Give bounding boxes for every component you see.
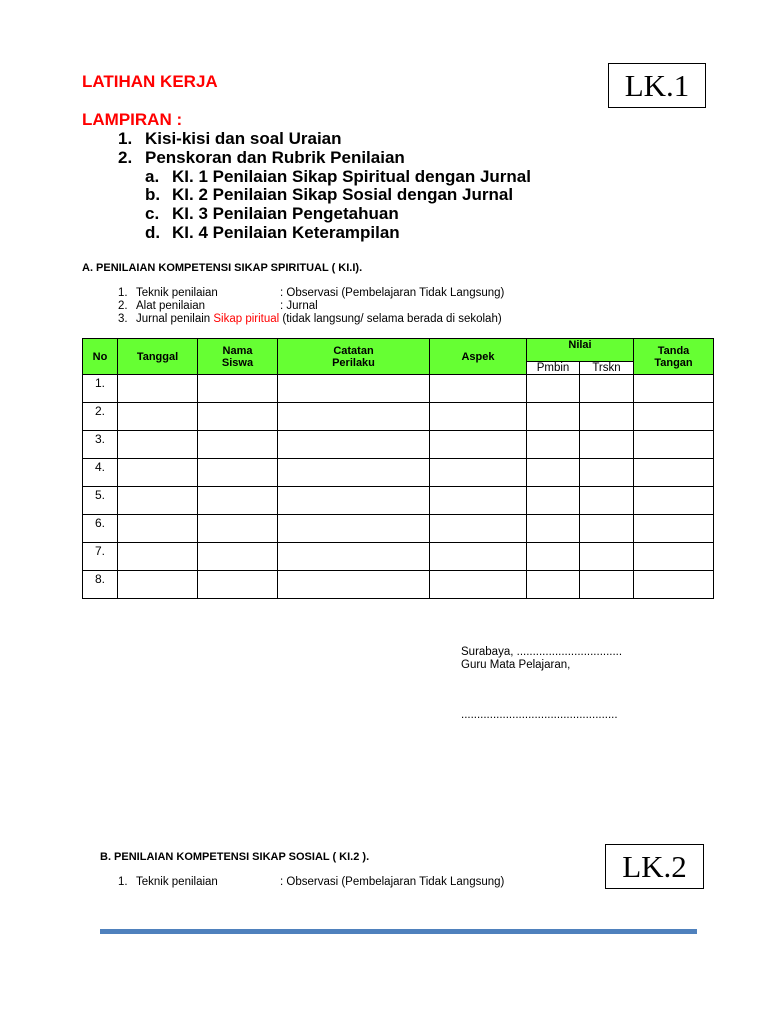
table-cell[interactable] [580, 571, 634, 599]
line-number: 1. [118, 287, 128, 299]
row-number: 7. [83, 543, 118, 571]
line-value: : Observasi (Pembelajaran Tidak Langsung) [280, 876, 505, 888]
signature-city: Surabaya, ................................. [461, 646, 623, 658]
line-text-post: (tidak langsung/ selama berada di sekolah) [279, 313, 502, 325]
lampiran-label: LAMPIRAN : [82, 110, 183, 129]
lampiran-subitem [145, 168, 531, 187]
item-text: Penskoran dan Rubrik Penilaian [145, 148, 405, 167]
table-cell[interactable] [278, 459, 430, 487]
lampiran-subitem [145, 205, 399, 224]
table-cell[interactable] [430, 431, 527, 459]
row-number: 4. [83, 459, 118, 487]
section-a-heading: A. PENILAIAN KOMPETENSI SIKAP SPIRITUAL ( KI.I). [82, 262, 363, 274]
item-number: 1. [118, 129, 133, 148]
row-number: 2. [83, 403, 118, 431]
header-nama-siswa: Nama Siswa [198, 339, 278, 375]
lampiran-item [118, 130, 342, 149]
lampiran-subitem [145, 224, 400, 243]
line-key: Teknik penilaian [136, 876, 218, 888]
table-cell[interactable] [118, 375, 198, 403]
table-cell[interactable] [278, 431, 430, 459]
table-cell[interactable] [527, 459, 580, 487]
section-a-line [118, 287, 504, 300]
table-cell[interactable] [198, 459, 278, 487]
table-cell[interactable] [198, 571, 278, 599]
signature-line: ................................................. [461, 709, 618, 721]
table-cell[interactable] [430, 375, 527, 403]
table-cell[interactable] [118, 431, 198, 459]
row-number: 3. [83, 431, 118, 459]
table-cell[interactable] [198, 515, 278, 543]
table-cell[interactable] [580, 459, 634, 487]
table-cell[interactable] [198, 543, 278, 571]
subitem-letter: d. [145, 223, 161, 242]
table-cell[interactable] [634, 403, 714, 431]
table-cell[interactable] [527, 515, 580, 543]
subitem-text: KI. 1 Penilaian Sikap Spiritual dengan Jurnal [172, 167, 531, 186]
line-value: : Jurnal [280, 300, 318, 312]
table-cell[interactable] [580, 375, 634, 403]
line-value: : Observasi (Pembelajaran Tidak Langsung) [280, 287, 505, 299]
section-a-line [118, 300, 318, 313]
table-cell[interactable] [430, 515, 527, 543]
signature-role: Guru Mata Pelajaran, [461, 659, 571, 671]
table-cell[interactable] [430, 459, 527, 487]
table-cell[interactable] [430, 403, 527, 431]
lk2-box: LK.2 [605, 844, 704, 889]
table-cell[interactable] [430, 543, 527, 571]
header-aspek: Aspek [430, 339, 527, 375]
table-cell[interactable] [118, 403, 198, 431]
header-trskn: Trskn [580, 362, 634, 375]
table-cell[interactable] [527, 375, 580, 403]
table-cell[interactable] [527, 543, 580, 571]
table-cell[interactable] [527, 403, 580, 431]
table-cell[interactable] [278, 487, 430, 515]
table-cell[interactable] [430, 487, 527, 515]
subitem-letter: c. [145, 204, 160, 223]
line-number: 2. [118, 300, 128, 312]
line-number: 1. [118, 876, 128, 888]
subitem-text: KI. 4 Penilaian Keterampilan [172, 223, 400, 242]
row-number: 1. [83, 375, 118, 403]
table-row [83, 487, 714, 515]
header-tanggal: Tanggal [118, 339, 198, 375]
section-b-line [118, 876, 504, 889]
table-cell[interactable] [527, 571, 580, 599]
table-cell[interactable] [118, 487, 198, 515]
header-tanda-tangan: Tanda Tangan [634, 339, 714, 375]
line-text: Jurnal penilain [136, 313, 214, 325]
table-row [83, 543, 714, 571]
table-row [83, 431, 714, 459]
section-b-heading: B. PENILAIAN KOMPETENSI SIKAP SOSIAL ( KI.2 ). [100, 851, 370, 863]
line-number: 3. [118, 313, 128, 325]
row-number: 6. [83, 515, 118, 543]
table-row [83, 459, 714, 487]
table-cell[interactable] [580, 515, 634, 543]
table-cell[interactable] [278, 515, 430, 543]
row-number: 8. [83, 571, 118, 599]
subitem-text: KI. 3 Penilaian Pengetahuan [172, 204, 399, 223]
subitem-letter: a. [145, 167, 160, 186]
header-catatan-perilaku: Catatan Perilaku [278, 339, 430, 375]
section-a-line [118, 313, 502, 326]
table-row [83, 375, 714, 403]
lk1-box: LK.1 [608, 63, 706, 108]
item-text: Kisi-kisi dan soal Uraian [145, 129, 342, 148]
item-number: 2. [118, 148, 133, 167]
header-nilai: Nilai [527, 339, 634, 362]
table-cell[interactable] [198, 431, 278, 459]
table-cell[interactable] [580, 403, 634, 431]
table-cell[interactable] [527, 487, 580, 515]
line-key: Teknik penilaian [136, 287, 218, 299]
page-title: LATIHAN KERJA [82, 72, 218, 91]
table-cell[interactable] [634, 543, 714, 571]
lampiran-subitem [145, 186, 513, 205]
table-cell[interactable] [634, 375, 714, 403]
journal-table [82, 338, 714, 599]
table-cell[interactable] [580, 431, 634, 459]
highlight-text: Sikap piritual [213, 313, 280, 325]
table-row [83, 571, 714, 599]
table-cell[interactable] [278, 571, 430, 599]
table-cell[interactable] [278, 543, 430, 571]
table-cell[interactable] [198, 375, 278, 403]
header-no: No [83, 339, 118, 375]
line-key: Alat penilaian [136, 300, 206, 312]
header-pmbin: Pmbin [527, 362, 580, 375]
table-cell[interactable] [278, 375, 430, 403]
table-cell[interactable] [634, 459, 714, 487]
table-cell[interactable] [278, 403, 430, 431]
table-cell[interactable] [430, 571, 527, 599]
table-cell[interactable] [634, 571, 714, 599]
table-row [83, 515, 714, 543]
table-cell[interactable] [580, 543, 634, 571]
table-cell[interactable] [118, 459, 198, 487]
table-cell[interactable] [634, 515, 714, 543]
table-cell[interactable] [198, 403, 278, 431]
table-cell[interactable] [634, 487, 714, 515]
row-number: 5. [83, 487, 118, 515]
table-cell[interactable] [634, 431, 714, 459]
footer-divider [100, 929, 697, 934]
table-cell[interactable] [118, 543, 198, 571]
table-cell[interactable] [198, 487, 278, 515]
table-cell[interactable] [527, 431, 580, 459]
table-row [83, 403, 714, 431]
table-cell[interactable] [580, 487, 634, 515]
table-cell[interactable] [118, 571, 198, 599]
subitem-letter: b. [145, 185, 161, 204]
lampiran-item [118, 149, 405, 168]
subitem-text: KI. 2 Penilaian Sikap Sosial dengan Jurnal [172, 185, 514, 204]
table-cell[interactable] [118, 515, 198, 543]
